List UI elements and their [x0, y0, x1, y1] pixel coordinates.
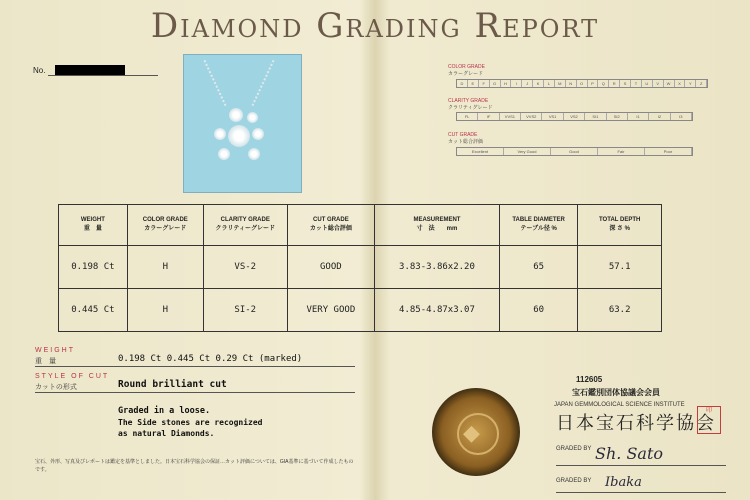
clarity-scale-jp: クラリティグレード — [448, 105, 493, 111]
cell-total-depth: 63.2 — [578, 289, 662, 332]
clarity-grade-cell: FL — [457, 113, 478, 120]
grading-table — [58, 204, 662, 332]
grading-scales — [446, 64, 716, 168]
clarity-scale-label: CLARITY GRADE — [448, 98, 489, 104]
cut-grade-cell: Poor — [645, 148, 692, 155]
cell-total-depth: 57.1 — [578, 246, 662, 289]
cut-grade-cell: Good — [551, 148, 598, 155]
certificate-number: 112605 — [576, 375, 603, 384]
weight-rule — [35, 366, 355, 367]
side-diamond — [214, 128, 226, 140]
color-grade-cell: G — [490, 80, 501, 87]
color-scale-jp: カラーグレード — [448, 71, 484, 77]
header-en: WEIGHT — [80, 217, 105, 223]
diamond-icon: ◆ — [463, 420, 480, 445]
signature-line — [556, 465, 726, 466]
header-jp: 深 さ % — [609, 226, 630, 232]
header-en: TABLE DIAMETER — [512, 217, 565, 223]
header-jp: カラーグレード — [144, 226, 187, 232]
color-grade-cell: W — [664, 80, 675, 87]
color-grade-cell: S — [620, 80, 631, 87]
footer-notes: 宝石、外形、写真及びレポートは鑑定を基準としました。日本宝石科学協会の保証…カット評価については、GIA基準に基づいて作成したものです。 — [35, 459, 354, 473]
header-jp: カット総合評価 — [309, 226, 352, 232]
side-diamond — [218, 148, 230, 160]
center-diamond — [228, 125, 250, 147]
side-diamond — [229, 108, 243, 122]
style-of-cut-label-jp: カットの形式 — [35, 384, 77, 391]
institute-name-jp: 日本宝石科学協会 — [556, 413, 716, 434]
weight-label-jp: 重 量 — [35, 358, 56, 365]
clarity-scale — [456, 112, 693, 121]
cell-color: H — [127, 246, 203, 289]
header-jp: テーブル径 % — [520, 226, 557, 232]
header-weight — [59, 205, 128, 246]
color-grade-cell: L — [544, 80, 555, 87]
header-measurement — [375, 205, 500, 246]
clarity-grade-cell: SI1 — [585, 113, 606, 120]
header-cut — [287, 205, 374, 246]
table-row — [59, 246, 662, 289]
diamond-photo — [183, 54, 302, 193]
signature: Sh. Sato — [595, 444, 663, 463]
color-grade-cell: Q — [598, 80, 609, 87]
cell-measurement: 4.85-4.87x3.07 — [375, 289, 500, 332]
graded-by-label: GRADED BY — [556, 446, 592, 452]
cut-scale — [456, 147, 693, 156]
clarity-grade-cell: SI2 — [607, 113, 628, 120]
header-color — [127, 205, 203, 246]
clarity-grade-cell: I3 — [671, 113, 692, 120]
header-en: TOTAL DEPTH — [599, 217, 641, 223]
cell-table-diameter: 65 — [499, 246, 577, 289]
clarity-grade-cell: I1 — [628, 113, 649, 120]
header-table-diameter — [499, 205, 577, 246]
color-grade-cell: J — [522, 80, 533, 87]
header-jp: 重 量 — [83, 226, 102, 232]
side-diamond — [248, 148, 260, 160]
cell-table-diameter: 60 — [499, 289, 577, 332]
header-jp: 寸 法 mm — [416, 226, 458, 232]
color-grade-cell: R — [609, 80, 620, 87]
cut-scale-jp: カット総合評価 — [448, 139, 483, 145]
cell-weight: 0.198 Ct — [59, 246, 128, 289]
cell-weight: 0.445 Ct — [59, 289, 128, 332]
color-grade-cell: T — [631, 80, 642, 87]
color-grade-cell: N — [566, 80, 577, 87]
report-number-line — [48, 75, 158, 76]
color-grade-cell: O — [577, 80, 588, 87]
signature: Ibaka — [605, 475, 642, 490]
cut-scale-label: CUT GRADE — [448, 132, 478, 138]
weight-label: WEIGHT — [35, 347, 75, 354]
note-loose: Graded in a loose. — [118, 406, 211, 416]
header-en: COLOR GRADE — [142, 217, 188, 223]
association-member: 宝石鑑別団体協議会会員 — [572, 388, 660, 397]
header-en: MEASUREMENT — [413, 217, 461, 223]
color-grade-cell: I — [511, 80, 522, 87]
color-grade-cell: X — [675, 80, 686, 87]
color-scale — [456, 79, 708, 88]
report-title: Diamond Grading Report — [150, 6, 600, 46]
side-diamond — [247, 112, 258, 123]
color-grade-cell: E — [468, 80, 479, 87]
header-jp: クラリティーグレード — [215, 226, 275, 232]
header-en: CUT GRADE — [313, 217, 349, 223]
note-side-stones: The Side stones are recognized — [118, 418, 263, 427]
table-header-row — [59, 205, 662, 246]
note-natural: as natural Diamonds. — [118, 429, 215, 438]
color-grade-cell: P — [588, 80, 599, 87]
cut-grade-cell: Very Good — [504, 148, 551, 155]
cut-grade-cell: Excellent — [457, 148, 504, 155]
cell-clarity: VS-2 — [203, 246, 287, 289]
table-row — [59, 289, 662, 332]
color-grade-cell: D — [457, 80, 468, 87]
color-grade-cell: M — [555, 80, 566, 87]
color-grade-cell: F — [479, 80, 490, 87]
side-diamond — [252, 128, 264, 140]
red-seal-stamp: 印 — [697, 406, 721, 434]
graded-by-label: GRADED BY — [556, 478, 592, 484]
cell-color: H — [127, 289, 203, 332]
header-en: CLARITY GRADE — [220, 217, 270, 223]
clarity-grade-cell: VS1 — [542, 113, 563, 120]
signature-line — [556, 492, 726, 493]
clarity-grade-cell: VS2 — [564, 113, 585, 120]
color-grade-cell: V — [653, 80, 664, 87]
clarity-grade-cell: VVS1 — [500, 113, 521, 120]
weight-value: 0.198 Ct 0.445 Ct 0.29 Ct (marked) — [118, 354, 303, 364]
cell-measurement: 3.83-3.86x2.20 — [375, 246, 500, 289]
color-grade-cell: H — [501, 80, 512, 87]
cell-cut: VERY GOOD — [287, 289, 374, 332]
color-grade-cell: U — [642, 80, 653, 87]
report-number-redacted — [55, 65, 125, 75]
institute-name-en: JAPAN GEMMOLOGICAL SCIENCE INSTITUTE — [554, 402, 685, 408]
clarity-grade-cell: VVS2 — [521, 113, 542, 120]
cell-clarity: SI-2 — [203, 289, 287, 332]
cell-cut: GOOD — [287, 246, 374, 289]
header-clarity — [203, 205, 287, 246]
clarity-grade-cell: I2 — [649, 113, 670, 120]
color-grade-cell: Y — [685, 80, 696, 87]
style-of-cut-value: Round brilliant cut — [118, 379, 227, 390]
clarity-grade-cell: IF — [478, 113, 499, 120]
style-of-cut-label: STYLE OF CUT — [35, 373, 110, 380]
report-number-label: No. — [33, 66, 46, 75]
color-grade-cell: K — [533, 80, 544, 87]
color-scale-label: COLOR GRADE — [448, 64, 485, 70]
style-rule — [35, 392, 355, 393]
header-total-depth — [578, 205, 662, 246]
cut-grade-cell: Fair — [598, 148, 645, 155]
color-grade-cell: Z — [696, 80, 707, 87]
